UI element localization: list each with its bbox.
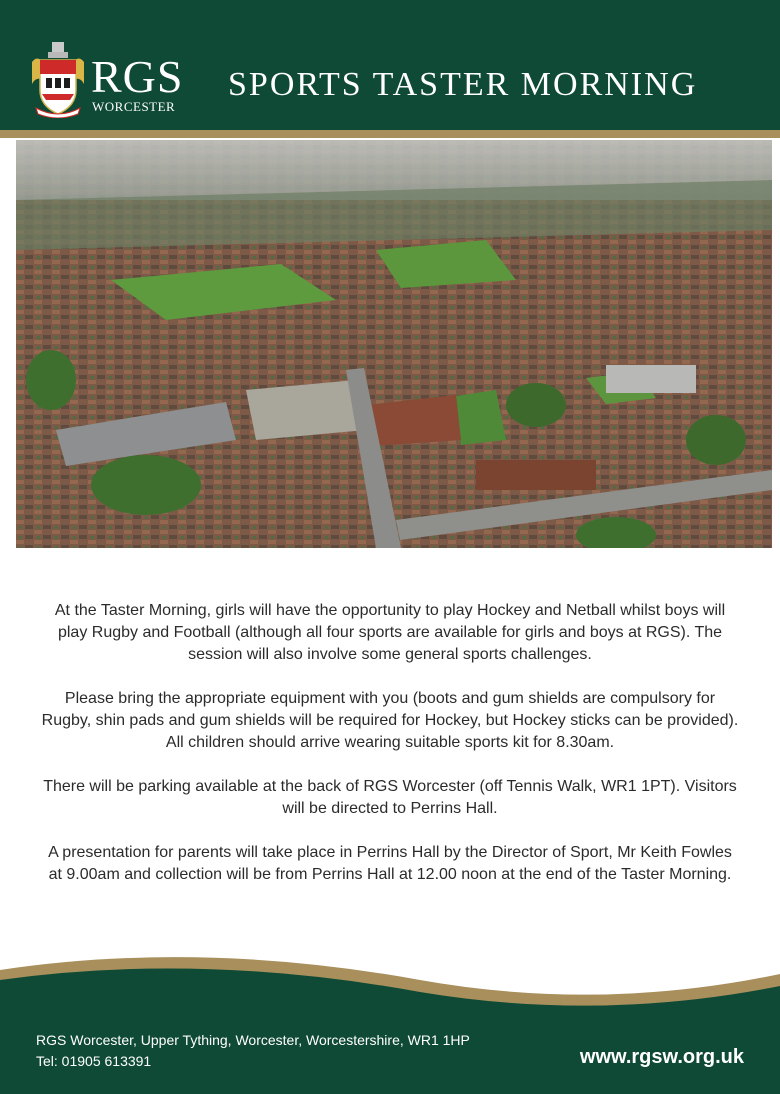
header-gold-rule xyxy=(0,130,780,138)
paragraph-equipment: Please bring the appropriate equipment with you (boots and gum shields are compulsory for Rugby, shin pads and gum shields will be required for Hockey, but Hockey sticks can be provided). All children should arrive wearing suitable sports kit for 8.30am. xyxy=(41,690,739,751)
logo-subtext: WORCESTER xyxy=(92,99,176,114)
paragraph-parking: There will be parking available at the back of RGS Worcester (off Tennis Walk, WR1 1PT). Visitors will be directed to Perrins Hall. xyxy=(43,778,737,817)
paragraph-presentation: A presentation for parents will take place in Perrins Hall by the Director of Sport, Mr Keith Fowles at 9.00am and collection will be from Perrins Hall at 12.00 noon at the end of the Taster Morning. xyxy=(48,844,732,883)
footer-banner xyxy=(0,950,780,1094)
logo-wordmark: RGS xyxy=(91,51,184,102)
body-text xyxy=(40,600,740,908)
aerial-photo xyxy=(16,140,772,548)
school-crest-icon xyxy=(30,40,86,118)
footer-telephone: Tel: 01905 613391 xyxy=(36,1053,152,1069)
paragraph-intro: At the Taster Morning, girls will have the opportunity to play Hockey and Netball whilst boys will play Rugby and Football (although all four sports are available for girls and boys at RGS). The session will also involve some general sports challenges. xyxy=(54,602,726,663)
footer-address: RGS Worcester, Upper Tything, Worcester, Worcestershire, WR1 1HP xyxy=(36,1032,470,1048)
page-title: SPORTS TASTER MORNING xyxy=(228,66,698,103)
footer-website-link[interactable]: www.rgsw.org.uk xyxy=(579,1046,744,1068)
